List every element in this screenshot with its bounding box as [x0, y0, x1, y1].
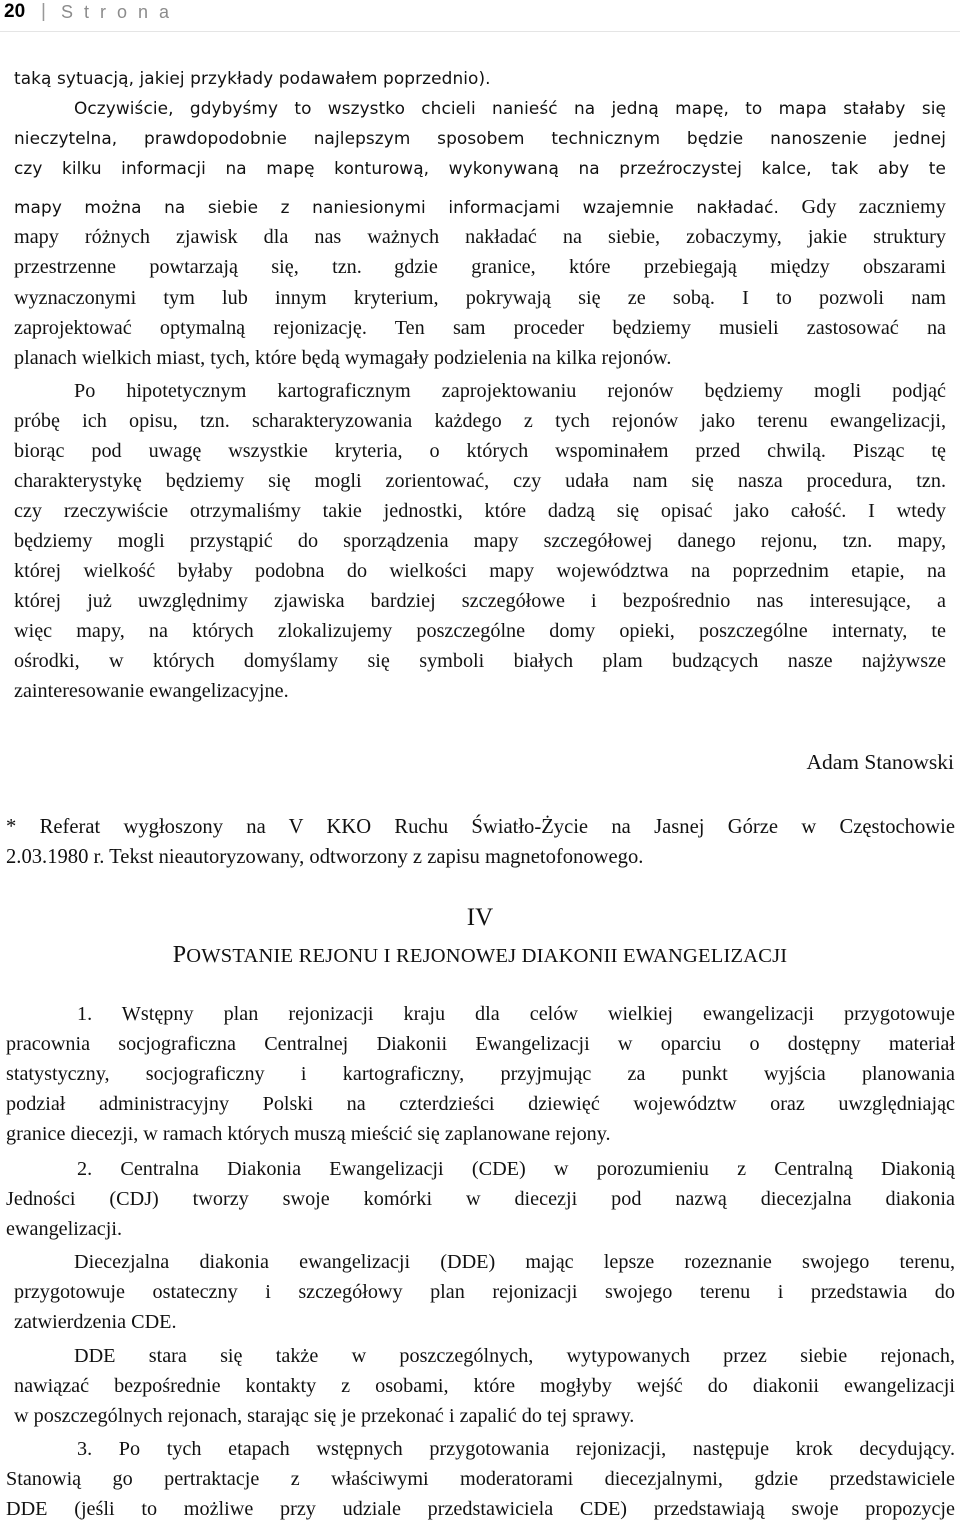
text-run: Pisząc tę	[852, 440, 946, 462]
footnote	[6, 812, 955, 872]
text-run: czy rzeczywiście otrzymaliśmy takie jednostki, które dadzą się opisać jako całość.	[14, 500, 847, 522]
section-number: IV	[466, 904, 494, 931]
text-line: Oczywiście, gdybyśmy to wszystko chcieli nanieść na jedną mapę, to mapa stałaby się	[74, 98, 946, 118]
author-signature: Adam Stanowski	[806, 750, 954, 774]
text-run: scharakteryzowania każdego z tych rejonów jako terenu ewangelizacji,	[251, 410, 946, 432]
text-line: Diecezjalna diakonia ewangelizacji (DDE) mając lepsze rozeznanie swojego terenu,	[74, 1251, 955, 1273]
text-line: 2. Centralna Diakonia Ewangelizacji (CDE) w porozumieniu z Centralną Diakonią	[77, 1158, 955, 1180]
text-line: w poszczególnych rejonach, starając się je przekonać i zapalić do tej sprawy.	[14, 1405, 635, 1427]
text-line: mapy różnych zjawisk dla nas ważnych nakładać na siebie, zobaczymy, jakie struktury	[14, 226, 946, 248]
text-run: mapy można na siebie z naniesionymi informacjami wzajemnie nakładać.	[14, 197, 780, 217]
text-run: I to pozwoli nam	[742, 287, 946, 309]
text-line: której już uwzględnimy zjawiska bardziej szczegółowe i bezpośrednio nas interesujące, a	[14, 590, 946, 612]
text-line: czy kilku informacji na mapę konturową, wykonywaną na przeźroczystej kalce, tak aby te	[14, 158, 946, 178]
text-line: zatwierdzenia CDE.	[14, 1311, 177, 1333]
page-word: S t r o n a	[61, 2, 173, 22]
page-number: 20	[4, 1, 26, 22]
text-line	[14, 313, 946, 343]
paragraph-serif-c	[14, 343, 946, 373]
text-line	[14, 496, 946, 526]
section-title-rest: OWSTANIE REJONU I REJONOWEJ DIAKONII EWANGELIZACJI	[186, 945, 788, 967]
text-run: gdzie granice, które przebiegają między obszarami	[394, 256, 946, 278]
text-line: taką sytuacją, jakiej przykłady podawałem poprzednio).	[14, 68, 491, 88]
text-line: będziemy mogli przystąpić do sporządzenia mapy szczegółowej danego rejonu, tzn. mapy,	[14, 530, 946, 552]
text-line: więc mapy, na których zlokalizujemy poszczególne domy opieki, poszczególne internaty, te	[14, 620, 946, 642]
text-run: biorąc pod uwagę wszystkie kryteria, o których wspominałem przed chwilą.	[14, 440, 826, 462]
text-line: charakterystykę będziemy się mogli zorientować, czy udała nam się nasza procedura, tzn.	[14, 470, 946, 492]
text-line: pracownia socjograficzna Centralnej Diakonii Ewangelizacji w oparciu o dostępny materiał	[6, 1033, 955, 1055]
text-line: 3. Po tych etapach wstępnych przygotowania rejonizacji, następuje krok decydujący.	[77, 1438, 955, 1460]
text-line: przygotowuje ostateczny i szczegółowy plan rejonizacji swojego terenu i przedstawia do	[14, 1281, 955, 1303]
paragraph-hypothetical	[14, 376, 946, 706]
paragraph-mixed-1	[14, 192, 946, 222]
paragraph-mixed-2	[14, 222, 946, 252]
footnote-line: 2.03.1980 r. Tekst nieautoryzowany, odtworzony z zapisu magnetofonowego.	[6, 846, 644, 868]
section-title-initial: P	[172, 942, 187, 968]
text-line	[14, 283, 946, 313]
text-line: zainteresowanie ewangelizacyjne.	[14, 680, 289, 702]
text-run: przestrzenne powtarzają się, tzn.	[14, 256, 362, 278]
section-title	[0, 939, 960, 972]
text-line	[14, 252, 946, 282]
text-run: Gdy zaczniemy	[801, 196, 946, 218]
numbered-item-3	[6, 1434, 955, 1524]
text-run: I wtedy	[868, 500, 946, 522]
numbered-item-1	[6, 999, 955, 1149]
text-line: Stanowią go pertraktacje z właściwymi moderatorami diecezjalnymi, gdzie przedstawiciele	[6, 1468, 955, 1490]
text-line: statystyczny, socjograficzny i kartograficzny, przyjmując za punkt wyjścia planowania	[6, 1063, 955, 1085]
text-line: granice diecezji, w ramach których muszą mieścić się zaplanowane rejony.	[6, 1123, 611, 1145]
text-line: ewangelizacji.	[6, 1218, 123, 1240]
text-line: ośrodki, w których domyślamy się symboli białych plam budzących nasze najżywsze	[14, 650, 946, 672]
text-line: DDE (jeśli to możliwe przy udziale przedstawiciela CDE) przedstawiają swoje propozycje	[6, 1498, 955, 1520]
text-line: 1. Wstępny plan rejonizacji kraju dla celów wielkiej ewangelizacji przygotowuje	[77, 1003, 955, 1025]
text-run: zaprojektować optymalną rejonizację.	[14, 317, 367, 339]
text-run: wyznaczonymi tym lub innym kryterium, pokrywają się ze sobą.	[14, 287, 715, 309]
text-run: Ten sam proceder będziemy musieli zastosować na	[394, 317, 946, 339]
text-line: podział administracyjny Polski na czterdzieści dziewięć województw oraz uwzględniając	[6, 1093, 955, 1115]
paragraph-intro	[14, 63, 946, 183]
paragraph-dde-2	[14, 1341, 955, 1431]
text-line: nawiązać bezpośrednie kontakty z osobami, które mogłyby wejść do diakonii ewangelizacji	[14, 1375, 955, 1397]
text-line	[14, 436, 946, 466]
text-line: nieczytelna, prawdopodobnie najlepszym sposobem technicznym będzie nanoszenie jednej	[14, 128, 946, 148]
text-line: DDE stara się także w poszczególnych, wytypowanych przez siebie rejonach,	[74, 1345, 955, 1367]
text-line: Jedności (CDJ) tworzy swoje komórki w diecezji pod nazwą diecezjalna diakonia	[6, 1188, 955, 1210]
footnote-line: * Referat wygłoszony na V KKO Ruchu Światło-Życie na Jasnej Górze w Częstochowie	[6, 816, 955, 838]
text-line	[14, 406, 946, 436]
paragraph-mixed-3	[14, 252, 946, 282]
text-run: próbę ich opisu, tzn.	[14, 410, 230, 432]
paragraph-serif-b	[14, 283, 946, 343]
numbered-item-2	[6, 1154, 955, 1244]
text-line: planach wielkich miast, tych, które będą wymagały podzielenia na kilka rejonów.	[14, 347, 672, 369]
paragraph-dde-1	[14, 1247, 955, 1337]
text-line: Po hipotetycznym kartograficznym zaprojektowaniu rejonów będziemy mogli podjąć	[74, 380, 946, 402]
text-line: której wielkość byłaby podobna do wielkości mapy województwa na poprzednim etapie, na	[14, 560, 946, 582]
page-header	[0, 0, 960, 32]
header-separator: |	[41, 1, 46, 22]
text-line	[14, 192, 946, 222]
